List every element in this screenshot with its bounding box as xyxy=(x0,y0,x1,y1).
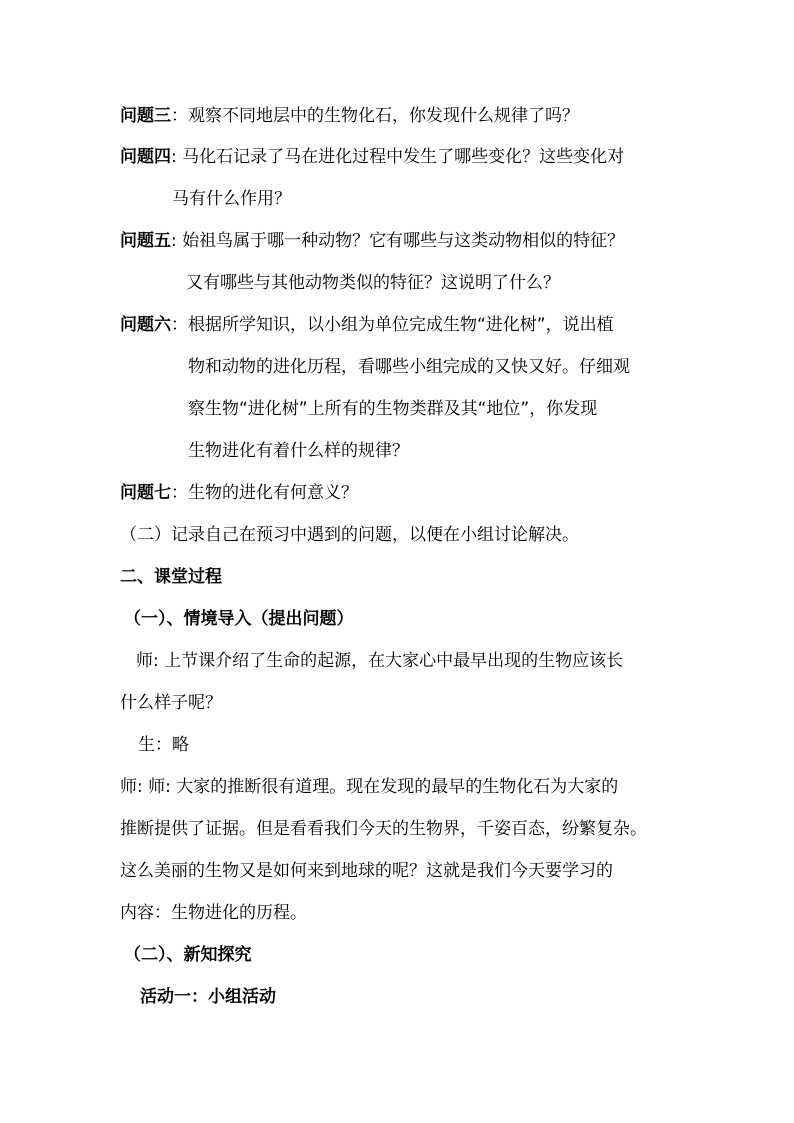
question-4-continuation: 马有什么作用？ xyxy=(172,189,291,209)
teacher-line-2-cont-2: 这么美丽的生物又是如何来到地球的呢？这就是我们今天要学习的 xyxy=(120,861,613,881)
activity-1-heading: 活动一：小组活动 xyxy=(140,987,276,1007)
teacher-line-2: 师: 师: 大家的推断很有道理。现在发现的最早的生物化石为大家的 xyxy=(120,777,619,797)
subsection-2-heading: （二）、新知探究 xyxy=(124,945,252,965)
section-2-heading: 二、课堂过程 xyxy=(120,567,222,587)
preview-note: （二）记录自己在预习中遇到的问题，以便在小组讨论解决。 xyxy=(120,525,579,545)
question-3-text: ：观察不同地层中的生物化石，你发现什么规律了吗？ xyxy=(171,106,579,126)
question-6-text: ：根据所学知识，以小组为单位完成生物“进化树”，说出植 xyxy=(171,315,614,335)
question-5-label: 问题五 xyxy=(120,231,171,251)
question-5-text: : 始祖鸟属于哪一种动物？它有哪些与这类动物相似的特征？ xyxy=(171,231,625,251)
question-5-continuation: 又有哪些与其他动物类似的特征？这说明了什么？ xyxy=(186,273,560,293)
teacher-line-2-cont-3: 内容：生物进化的历程。 xyxy=(120,903,307,923)
question-4-text: : 马化石记录了马在进化过程中发生了哪些变化？这些变化对 xyxy=(171,147,625,167)
question-4-label: 问题四 xyxy=(120,147,171,167)
question-6-continuation-3: 生物进化有着什么样的规律？ xyxy=(188,441,409,461)
subsection-1-heading: （一）、情境导入（提出问题） xyxy=(124,609,354,629)
teacher-line-2-cont-1: 推断提供了证据。但是看看我们今天的生物界，千姿百态，纷繁复杂。 xyxy=(120,819,647,839)
question-3-label: 问题三 xyxy=(120,106,171,126)
student-line: 生：略 xyxy=(138,735,189,755)
question-7 xyxy=(120,481,680,505)
question-5 xyxy=(120,229,680,253)
question-7-label: 问题七 xyxy=(120,483,171,503)
question-7-text: ：生物的进化有何意义？ xyxy=(171,483,358,503)
question-6-continuation-1: 物和动物的进化历程，看哪些小组完成的又快又好。仔细观 xyxy=(188,357,630,377)
teacher-line-1: 师: 上节课介绍了生命的起源，在大家心中最早出现的生物应该长 xyxy=(136,651,624,671)
question-6-continuation-2: 察生物“进化树”上所有的生物类群及其“地位”，你发现 xyxy=(188,399,598,419)
teacher-line-1-cont: 什么样子呢？ xyxy=(120,693,222,713)
question-4 xyxy=(120,145,680,169)
question-3 xyxy=(120,104,680,128)
question-6 xyxy=(120,313,680,337)
question-6-label: 问题六 xyxy=(120,315,171,335)
